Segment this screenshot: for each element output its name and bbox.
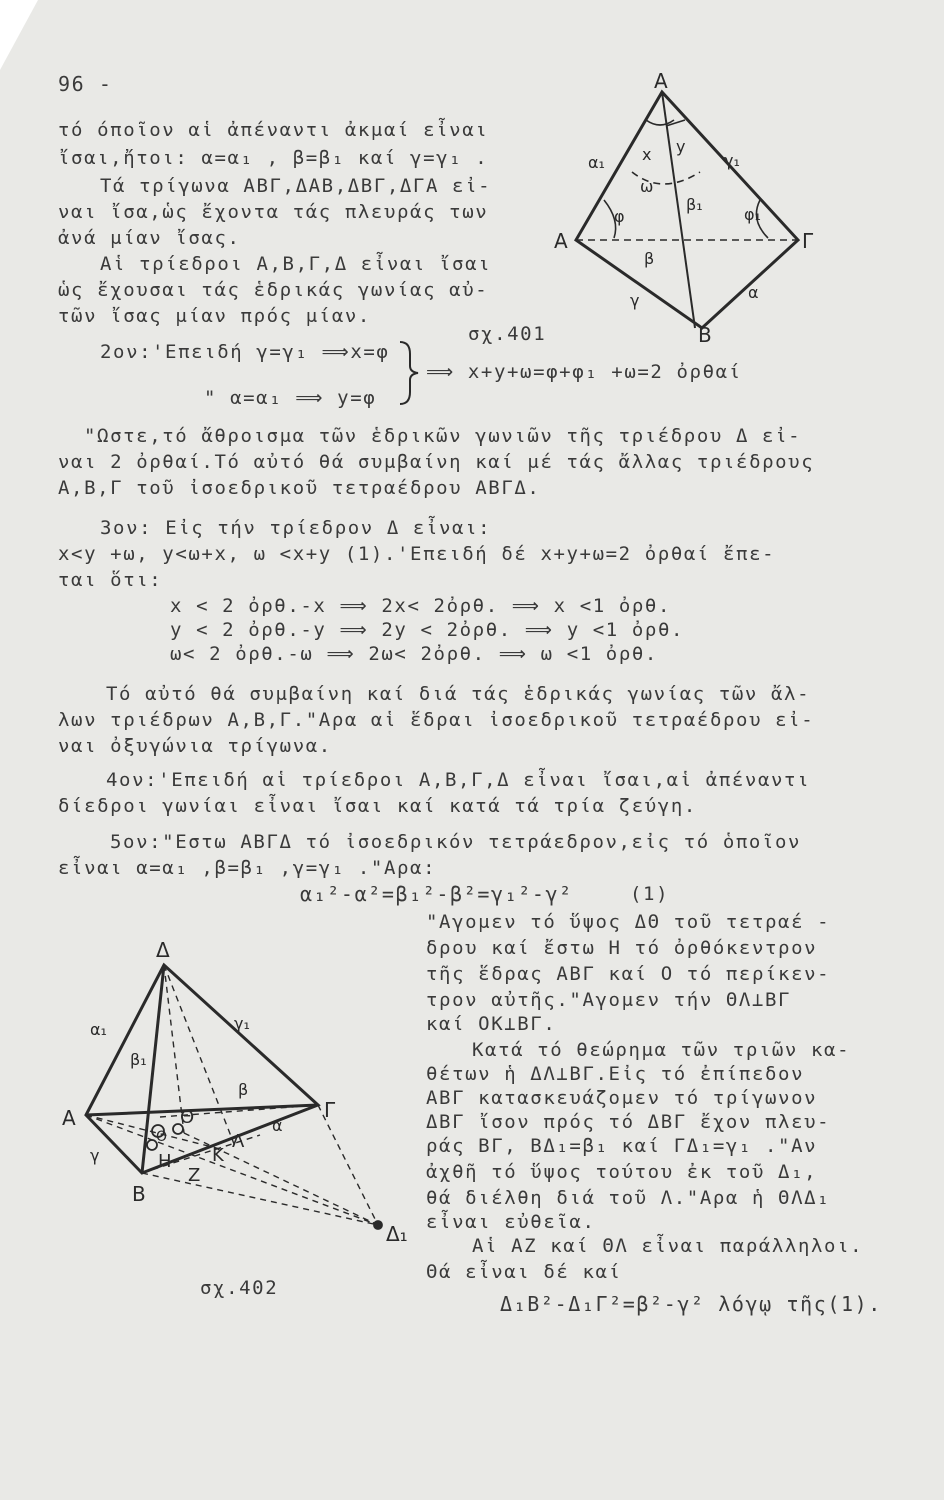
label-Z: Ζ: [188, 1165, 201, 1186]
section-2-line-a: 'Επειδή γ=γ₁ ⟹x=φ: [152, 341, 390, 363]
label-A-left: Α: [554, 229, 568, 253]
section-3-heading: 3ον: Εἰς τήν τρίεδρον Δ εἶναι:: [100, 517, 492, 539]
text-line: ναι ὀξυγώνια τρίγωνα.: [58, 735, 332, 757]
text-line: Α,Β,Γ τοῦ ἰσοεδρικοῦ τετραέδρου ΑΒΓΔ.: [58, 477, 541, 499]
brace: [398, 338, 422, 408]
text-line: ναι ἴσα,ὡς ἔχοντα τάς πλευράς των: [58, 201, 489, 223]
text-line: δρου καί ἔστω Η τό ὀρθόκεντρον: [426, 937, 818, 959]
figure-401: [540, 70, 840, 370]
equation-1: α₁²-α²=β₁²-β²=γ₁²-γ²: [300, 882, 573, 906]
label-a: α: [272, 1116, 283, 1135]
equation-1-number: (1): [630, 883, 670, 905]
label-K: Κ: [212, 1145, 224, 1166]
text-line: Τό αὐτό θά συμβαίνη καί διά τάς ἑδρικάς γωνίας τῶν ἄλ-: [106, 683, 811, 705]
text-line: καί ΟΚ⊥ΒΓ.: [426, 1013, 557, 1035]
text-line: ναι 2 ὀρθαί.Τό αὐτό θά συμβαίνη καί μέ τάς ἄλλας τριέδρους: [58, 451, 815, 473]
label-b1: β₁: [130, 1050, 147, 1069]
text-line: Τά τρίγωνα ΑΒΓ,ΔΑΒ,ΔΒΓ,ΔΓΑ εἰ-: [100, 175, 492, 197]
label-Gamma: Γ: [802, 229, 814, 253]
section-2-label: 2ον:: [100, 341, 153, 363]
text-line: Αἱ τρίεδροι Α,Β,Γ,Δ εἶναι ἴσαι: [100, 253, 492, 275]
text-line: λων τριέδρων Α,Β,Γ."Αρα αἱ ἕδραι ἰσοεδρικοῦ τετραέδρου εἰ-: [58, 709, 815, 731]
label-b1: β₁: [686, 195, 703, 214]
label-phi: φ: [614, 207, 625, 226]
text-line: ται ὅτι:: [58, 569, 163, 591]
label-g: γ: [630, 291, 640, 310]
inequality-x: x < 2 ὀρθ.-x ⟹ 2x< 2ὀρθ. ⟹ x <1 ὀρθ.: [170, 595, 672, 617]
text-line: Θά εἶναι δέ καί: [426, 1261, 622, 1283]
label-a1: α₁: [588, 153, 605, 172]
text-line: ἴσαι,ἤτοι: α=α₁ , β=β₁ καί γ=γ₁ .: [58, 147, 489, 169]
torn-corner: [0, 0, 38, 70]
section-4-line-a: 4ον:'Επειδή αἱ τρίεδροι Α,Β,Γ,Δ εἶναι ἴσαι,αἱ ἀπέναντι: [106, 769, 811, 791]
label-x: x: [642, 145, 652, 164]
label-H: Η: [158, 1151, 172, 1172]
label-A: Α: [62, 1106, 76, 1130]
text-line: ἀχθῆ τό ὕψος τούτου ἐκ τοῦ Δ₁,: [426, 1161, 818, 1183]
figure-402-caption: σχ.402: [200, 1277, 279, 1299]
text-line: τῆς ἕδρας ΑΒΓ καί Ο τό περίκεν-: [426, 963, 831, 985]
section-5-line-b: εἶναι α=α₁ ,β=β₁ ,γ=γ₁ ."Αρα:: [58, 857, 437, 879]
figure-402: [60, 935, 420, 1245]
label-g1: γ₁: [234, 1014, 250, 1033]
text-line: Αἱ ΑΖ καί ΘΛ εἶναι παράλληλοι.: [472, 1235, 864, 1257]
label-A: Α: [654, 69, 668, 93]
text-line: τό όποῖον αἱ ἀπέναντι ἀκμαί εἶναι: [58, 119, 489, 141]
text-line: ΑΒΓ κατασκευάζομεν τό τρίγωνον: [426, 1087, 818, 1109]
equation-2: Δ₁Β²-Δ₁Γ²=β²-γ² λόγῳ τῆς(1).: [500, 1292, 882, 1316]
text-line: ὡς ἔχουσαι τάς ἑδρικάς γωνίας αὐ-: [58, 279, 489, 301]
label-a1: α₁: [90, 1020, 107, 1039]
label-Delta: Δ: [156, 938, 170, 962]
label-g1: γ₁: [724, 151, 740, 170]
section-2-result: ⟹ x+y+ω=φ+φ₁ +ω=2 ὀρθαί: [426, 361, 742, 383]
section-5-line-a: 5ον:"Εστω ΑΒΓΔ τό ἰσοεδρικόν τετράεδρον,εἰς τό ὁποῖον: [110, 831, 802, 853]
label-Gamma: Γ: [324, 1098, 336, 1122]
label-Lambda: Λ: [232, 1131, 245, 1152]
label-a: α: [748, 283, 759, 302]
label-O: Ο: [156, 1129, 168, 1145]
text-line: x<y +ω, y<ω+x, ω <x+y (1).'Επειδή δέ x+y+ω=2 ὀρθαί ἔπε-: [58, 543, 776, 565]
text-line: "Αγομεν τό ὕψος ΔΘ τοῦ τετραέ -: [426, 911, 831, 933]
text-line: ράς ΒΓ, ΒΔ₁=β₁ καί ΓΔ₁=γ₁ ."Αν: [426, 1135, 818, 1157]
label-Delta1: Δ₁: [386, 1222, 408, 1246]
label-B: Β: [698, 323, 712, 347]
inequality-y: y < 2 ὀρθ.-y ⟹ 2y < 2ὀρθ. ⟹ y <1 ὀρθ.: [170, 619, 685, 641]
label-omega: ω: [640, 177, 654, 196]
text-line: ἀνά μίαν ἴσας.: [58, 227, 241, 249]
section-4-line-b: δίεδροι γωνίαι εἶναι ἴσαι καί κατά τά τρία ζεύγη.: [58, 795, 697, 817]
section-2-line-b: " α=α₁ ⟹ y=φ: [204, 387, 377, 409]
text-line: ΔΒΓ ἴσον πρός τό ΔΒΓ ἔχον πλευ-: [426, 1111, 831, 1133]
text-line: Κατά τό θεώρημα τῶν τριῶν κα-: [472, 1039, 851, 1061]
label-y: y: [676, 137, 686, 156]
inequality-w: ω< 2 ὀρθ.-ω ⟹ 2ω< 2ὀρθ. ⟹ ω <1 ὀρθ.: [170, 643, 658, 665]
text-line: θέτων ἡ ΔΛ⊥ΒΓ.Εἰς τό ἐπίπεδον: [426, 1063, 805, 1085]
figure-401-caption: σχ.401: [468, 323, 547, 345]
label-b: β: [238, 1080, 249, 1099]
text-line: τῶν ἴσας μίαν πρός μίαν.: [58, 305, 371, 327]
text-line: θά διέλθη διά τοῦ Λ."Αρα ἡ ΘΛΔ₁: [426, 1187, 831, 1209]
text-line: "Ωστε,τό ἄθροισμα τῶν ἑδρικῶν γωνιῶν τῆς τριέδρου Δ εἰ-: [84, 425, 802, 447]
label-b: β: [644, 249, 655, 268]
label-B: Β: [132, 1182, 146, 1206]
label-Theta: Θ: [180, 1107, 195, 1128]
text-line: εἶναι εὐθεῖα.: [426, 1211, 596, 1233]
label-g: γ: [90, 1146, 100, 1165]
page-number: 96 -: [58, 72, 113, 96]
label-phi1: φ₁: [744, 205, 761, 224]
text-line: τρον αὐτῆς."Αγομεν τήν ΘΛ⊥ΒΓ: [426, 989, 792, 1011]
